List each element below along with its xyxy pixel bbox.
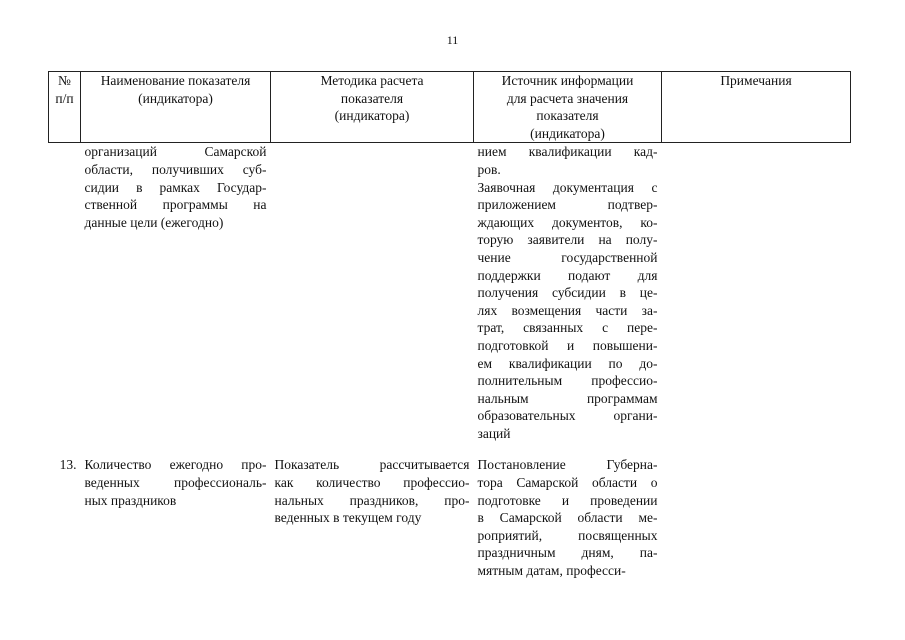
row-number: 13. [59, 457, 77, 473]
information-source-cell [474, 143, 662, 443]
header-notes: Примечания [662, 72, 851, 143]
text-line: ственной программы на [84, 197, 267, 213]
text-line: веденных профессиональ- [84, 475, 267, 491]
text-line: сидии в рамках Государ- [84, 179, 267, 195]
indicator-table [48, 71, 851, 580]
calculation-method-cell [271, 442, 474, 579]
text-line: ем квалификации по до- [477, 355, 658, 371]
text-line: Количество ежегодно про- [84, 457, 267, 473]
text-line: веденных в текущем году [274, 510, 422, 526]
header-indicator-name: Наименование показателя (индикатора) [81, 72, 271, 143]
text-line: роприятий, посвященных [477, 527, 658, 543]
text-line: Показатель рассчитывается [274, 457, 470, 473]
text-line: получения субсидии в це- [477, 285, 658, 301]
table-row [49, 442, 851, 579]
text-line: Постановление Губерна- [477, 457, 658, 473]
text-line: Заявочная документация с [477, 179, 658, 195]
text-line: организаций Самарской [84, 144, 267, 160]
text-line: подготовкой и повышени- [477, 337, 658, 353]
notes-cell [662, 143, 851, 443]
table-body [49, 143, 851, 580]
text-line: полнительным профессио- [477, 373, 658, 389]
text-line: ров. [477, 161, 501, 177]
text-line: нием квалификации кад- [477, 144, 658, 160]
text-line: ных праздников [84, 492, 177, 508]
information-source-cell [474, 442, 662, 579]
indicator-name-cell [81, 143, 271, 443]
text-line: образовательных органи- [477, 408, 658, 424]
text-line: трат, связанных с пере- [477, 320, 658, 336]
text-line: нальным программам [477, 390, 658, 406]
information-source-paragraph [478, 143, 658, 178]
text-line: заций [477, 425, 511, 441]
indicator-name [85, 456, 267, 509]
text-line: чение государственной [477, 249, 658, 265]
information-source-paragraph [478, 456, 658, 579]
text-line: торую заявители на полу- [477, 232, 658, 248]
page-number: 11 [446, 33, 459, 47]
text-line: подготовке и проведении [477, 492, 658, 508]
information-source-paragraph [478, 179, 658, 443]
header-calculation-method: Методика расчета показателя (индикатора) [271, 72, 474, 143]
text-line: как количество профессио- [274, 475, 470, 491]
calculation-method [275, 456, 470, 526]
header-information-source: Источник информации для расчета значения показателя (индикатора) [474, 72, 662, 143]
text-line: приложением подтвер- [477, 197, 658, 213]
indicator-name-cell [81, 442, 271, 579]
text-line: в Самарской области ме- [477, 510, 658, 526]
table-row [49, 143, 851, 443]
text-line: ждающих документов, ко- [477, 214, 658, 230]
text-line: поддержки подают для [477, 267, 658, 283]
text-line: нальных праздников, про- [274, 492, 470, 508]
notes-cell [662, 442, 851, 579]
text-line: лях возмещения части за- [477, 302, 658, 318]
header-number: № п/п [49, 72, 81, 143]
text-line: области, получивших суб- [84, 161, 267, 177]
row-number [49, 143, 81, 443]
table-header-row [49, 72, 851, 143]
calculation-method-cell [271, 143, 474, 443]
text-line: тора Самарской области о [477, 475, 658, 491]
text-line: данные цели (ежегодно) [84, 214, 224, 230]
text-line: мятным датам, професси- [477, 563, 626, 579]
indicator-name [85, 143, 267, 231]
text-line: праздничным дням, па- [477, 545, 658, 561]
